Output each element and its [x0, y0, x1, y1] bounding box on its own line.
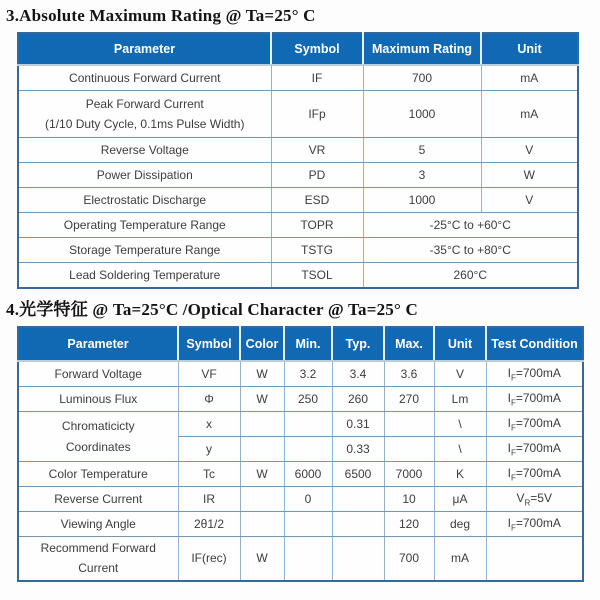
table-row: [18, 537, 583, 581]
cell-typ: 6500: [332, 462, 384, 487]
cell-parameter: Reverse Voltage: [18, 138, 271, 163]
table-row: [18, 91, 578, 138]
cell-min: 250: [284, 387, 332, 412]
cell-color: [240, 437, 284, 462]
cell-unit: W: [481, 163, 578, 188]
table-row: [18, 487, 583, 512]
cell-rating: 1000: [363, 91, 481, 138]
cell-symbol: Φ: [178, 387, 240, 412]
cell-color: [240, 487, 284, 512]
cell-symbol: x: [178, 412, 240, 437]
cell-min: 3.2: [284, 361, 332, 387]
cell-unit: mA: [481, 65, 578, 91]
cell-rating-span: -35°C to +80°C: [363, 238, 578, 263]
cell-unit: mA: [481, 91, 578, 138]
cell-parameter: Electrostatic Discharge: [18, 188, 271, 213]
header-parameter: Parameter: [18, 33, 271, 65]
cell-symbol: TSTG: [271, 238, 363, 263]
cell-parameter: [18, 537, 178, 581]
cell-unit: V: [481, 188, 578, 213]
parameter-line-2: Coordinates: [65, 439, 131, 454]
cell-color: W: [240, 361, 284, 387]
header-min: Min.: [284, 327, 332, 361]
parameter-line-1: Chromaticicty: [61, 419, 135, 434]
cell-symbol: TOPR: [271, 213, 363, 238]
cell-unit: \: [434, 437, 486, 462]
table-row: [18, 138, 578, 163]
table-header-row: [18, 327, 583, 361]
optical-character-table: [17, 326, 584, 582]
cell-symbol: IFp: [271, 91, 363, 138]
cell-typ: [332, 537, 384, 581]
cell-typ: 0.33: [332, 437, 384, 462]
header-typ: Typ.: [332, 327, 384, 361]
cell-max: 7000: [384, 462, 434, 487]
cell-symbol: VF: [178, 361, 240, 387]
cell-parameter: Power Dissipation: [18, 163, 271, 188]
cell-symbol: IF(rec): [178, 537, 240, 581]
header-color: Color: [240, 327, 284, 361]
cell-min: 0: [284, 487, 332, 512]
cell-rating: 3: [363, 163, 481, 188]
header-symbol: Symbol: [271, 33, 363, 65]
cell-test-condition: $I_F=700mA$: [486, 361, 583, 387]
cell-rating: 1000: [363, 188, 481, 213]
cell-color: [240, 512, 284, 537]
cell-parameter: Lead Soldering Temperature: [18, 263, 271, 289]
cell-rating-span: -25°C to +60°C: [363, 213, 578, 238]
section3-title: 3.Absolute Maximum Rating @ Ta=25° C: [6, 6, 316, 25]
cell-unit: μA: [434, 487, 486, 512]
cell-typ: 0.31: [332, 412, 384, 437]
header-unit: Unit: [481, 33, 578, 65]
cell-unit: mA: [434, 537, 486, 581]
absolute-maximum-rating-table: [17, 32, 579, 289]
cell-min: [284, 537, 332, 581]
header-symbol: Symbol: [178, 327, 240, 361]
cell-max: 3.6: [384, 361, 434, 387]
cell-symbol: PD: [271, 163, 363, 188]
cell-min: [284, 412, 332, 437]
header-max: Max.: [384, 327, 434, 361]
cell-parameter: Operating Temperature Range: [18, 213, 271, 238]
cell-color: W: [240, 537, 284, 581]
parameter-line-1: Recommend Forward: [40, 541, 156, 555]
header-maximum-rating: Maximum Rating: [363, 33, 481, 65]
cell-max: 120: [384, 512, 434, 537]
cell-test-condition: $I_F=700mA$: [486, 387, 583, 412]
cell-parameter: Continuous Forward Current: [18, 65, 271, 91]
cell-max: [384, 412, 434, 437]
cell-typ: 3.4: [332, 361, 384, 387]
cell-parameter: [18, 412, 178, 462]
cell-typ: 260: [332, 387, 384, 412]
cell-symbol: IF: [271, 65, 363, 91]
table-row: [18, 188, 578, 213]
cell-parameter: Storage Temperature Range: [18, 238, 271, 263]
table-row: [18, 361, 583, 387]
cell-rating-span: 260°C: [363, 263, 578, 289]
header-test-condition: Test Condition: [486, 327, 583, 361]
cell-typ: [332, 512, 384, 537]
table-row: [18, 263, 578, 289]
cell-symbol: VR: [271, 138, 363, 163]
table-header-row: [18, 33, 578, 65]
table-row: [18, 163, 578, 188]
cell-max: [384, 437, 434, 462]
cell-symbol: IR: [178, 487, 240, 512]
cell-unit: \: [434, 412, 486, 437]
cell-typ: [332, 487, 384, 512]
table-row: [18, 65, 578, 91]
cell-symbol: TSOL: [271, 263, 363, 289]
cell-symbol: y: [178, 437, 240, 462]
table-row: [18, 412, 583, 437]
cell-parameter: Viewing Angle: [18, 512, 178, 537]
parameter-line-1: Peak Forward Current: [85, 96, 204, 111]
cell-parameter: Luminous Flux: [18, 387, 178, 412]
table-row: [18, 213, 578, 238]
header-parameter: Parameter: [18, 327, 178, 361]
cell-max: 10: [384, 487, 434, 512]
cell-max: 270: [384, 387, 434, 412]
cell-rating: 5: [363, 138, 481, 163]
cell-symbol: ESD: [271, 188, 363, 213]
cell-min: 6000: [284, 462, 332, 487]
parameter-line-2: (1/10 Duty Cycle, 0.1ms Pulse Width): [45, 117, 245, 131]
cell-test-condition: [486, 537, 583, 581]
section4-title: 4.光学特征 @ Ta=25°C /Optical Character @ Ta=25° C: [6, 300, 418, 319]
cell-parameter: Forward Voltage: [18, 361, 178, 387]
cell-parameter: Color Temperature: [18, 462, 178, 487]
cell-symbol: 2θ1/2: [178, 512, 240, 537]
cell-parameter: [18, 91, 271, 138]
cell-unit: deg: [434, 512, 486, 537]
cell-unit: V: [481, 138, 578, 163]
cell-color: W: [240, 387, 284, 412]
cell-rating: 700: [363, 65, 481, 91]
cell-test-condition: $I_F=700mA$: [486, 437, 583, 462]
cell-min: [284, 512, 332, 537]
cell-min: [284, 437, 332, 462]
cell-max: 700: [384, 537, 434, 581]
table-row: [18, 238, 578, 263]
table-row: [18, 512, 583, 537]
cell-test-condition: $I_F=700mA$: [486, 412, 583, 437]
cell-test-condition: $I_F=700mA$: [486, 462, 583, 487]
cell-color: W: [240, 462, 284, 487]
cell-unit: Lm: [434, 387, 486, 412]
header-unit: Unit: [434, 327, 486, 361]
parameter-line-2: Current: [78, 561, 119, 576]
cell-symbol: Tc: [178, 462, 240, 487]
table-row: [18, 387, 583, 412]
cell-test-condition: $I_F=700mA$: [486, 512, 583, 537]
cell-unit: V: [434, 361, 486, 387]
cell-color: [240, 412, 284, 437]
cell-test-condition: $V_R=5V$: [486, 487, 583, 512]
cell-unit: K: [434, 462, 486, 487]
cell-parameter: Reverse Current: [18, 487, 178, 512]
table-row: [18, 462, 583, 487]
